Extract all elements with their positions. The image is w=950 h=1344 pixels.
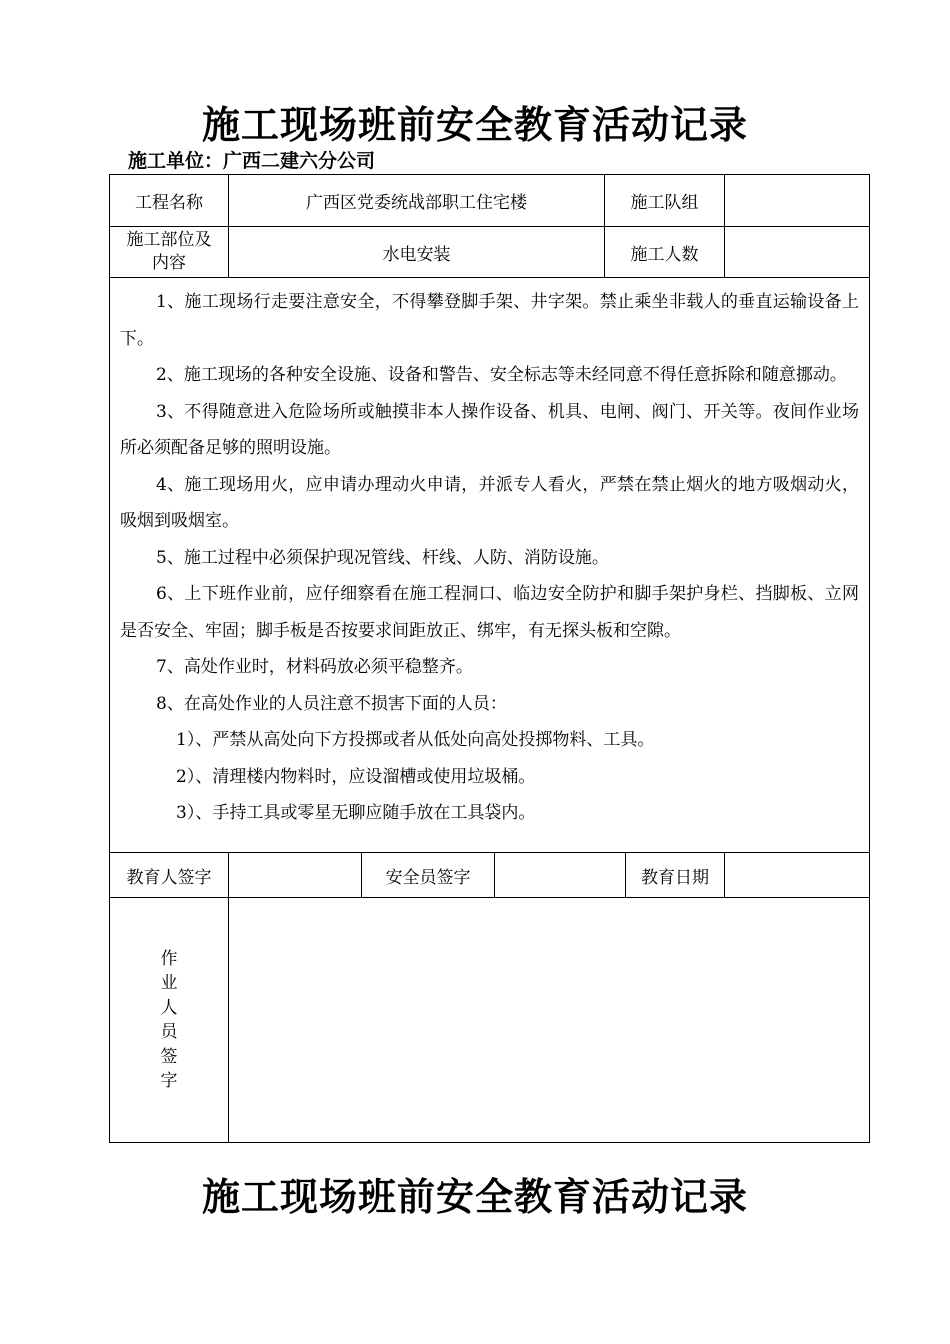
safety-content <box>110 278 870 853</box>
workers-count-label: 施工人数 <box>605 227 725 278</box>
content-subitem: 3）、手持工具或零星无聊应随手放在工具袋内。 <box>176 803 536 823</box>
workers-sign-label-text: 作业人员签字 <box>160 948 178 1091</box>
workers-sign-label <box>110 898 229 1143</box>
project-name-value[interactable]: 广西区党委统战部职工住宅楼 <box>229 175 605 227</box>
content-subitem: 2）、清理楼内物料时，应设溜槽或使用垃圾桶。 <box>176 766 536 787</box>
education-date-label: 教育日期 <box>626 853 725 898</box>
location-label <box>110 227 229 278</box>
education-date-field[interactable] <box>725 853 870 898</box>
educator-sign-field[interactable] <box>229 853 362 898</box>
content-subitem: 1）、严禁从高处向下方投掷或者从低处向高处投掷物料、工具。 <box>176 730 655 750</box>
content-paragraph: 2、施工现场的各种安全设施、设备和警告、安全标志等未经同意不得任意拆除和随意挪动。 <box>156 365 847 385</box>
workers-sign-area[interactable] <box>229 898 870 1143</box>
company-line: 施工单位：广西二建六分公司 <box>128 150 376 172</box>
content-paragraph: 4、施工现场用火，应申请办理动火申请，并派专人看火，严禁在禁止烟火的地方吸烟动火，吸烟到吸烟室。 <box>120 474 859 531</box>
team-label: 施工队组 <box>605 175 725 227</box>
safety-officer-sign-label: 安全员签字 <box>362 853 495 898</box>
content-paragraph: 8、在高处作业的人员注意不损害下面的人员： <box>156 693 507 714</box>
content-paragraph: 1、施工现场行走要注意安全，不得攀登脚手架、井字架。禁止乘坐非载人的垂直运输设备上下。 <box>120 292 859 349</box>
educator-sign-label: 教育人签字 <box>110 853 229 898</box>
next-page-title: 施工现场班前安全教育活动记录 <box>201 1174 748 1219</box>
content-paragraph: 5、施工过程中必须保护现况管线、杆线、人防、消防设施。 <box>156 547 609 568</box>
location-label-text: 施工部位及内容 <box>126 230 212 273</box>
workers-count-value[interactable] <box>725 227 870 278</box>
content-paragraph: 7、高处作业时，材料码放必须平稳整齐。 <box>156 657 473 677</box>
document-title: 施工现场班前安全教育活动记录 <box>201 102 748 147</box>
location-value[interactable]: 水电安装 <box>229 227 605 278</box>
team-value[interactable] <box>725 175 870 227</box>
content-paragraph: 3、不得随意进入危险场所或触摸非本人操作设备、机具、电闸、阀门、开关等。夜间作业场所必须配备足够的照明设施。 <box>120 401 859 458</box>
project-name-label: 工程名称 <box>110 175 229 227</box>
content-paragraph: 6、上下班作业前，应仔细察看在施工程洞口、临边安全防护和脚手架护身栏、挡脚板、立网是否安全、牢固；脚手板是否按要求间距放正、绑牢，有无探头板和空隙。 <box>120 584 859 641</box>
safety-education-form <box>109 174 870 1143</box>
safety-officer-sign-field[interactable] <box>495 853 626 898</box>
